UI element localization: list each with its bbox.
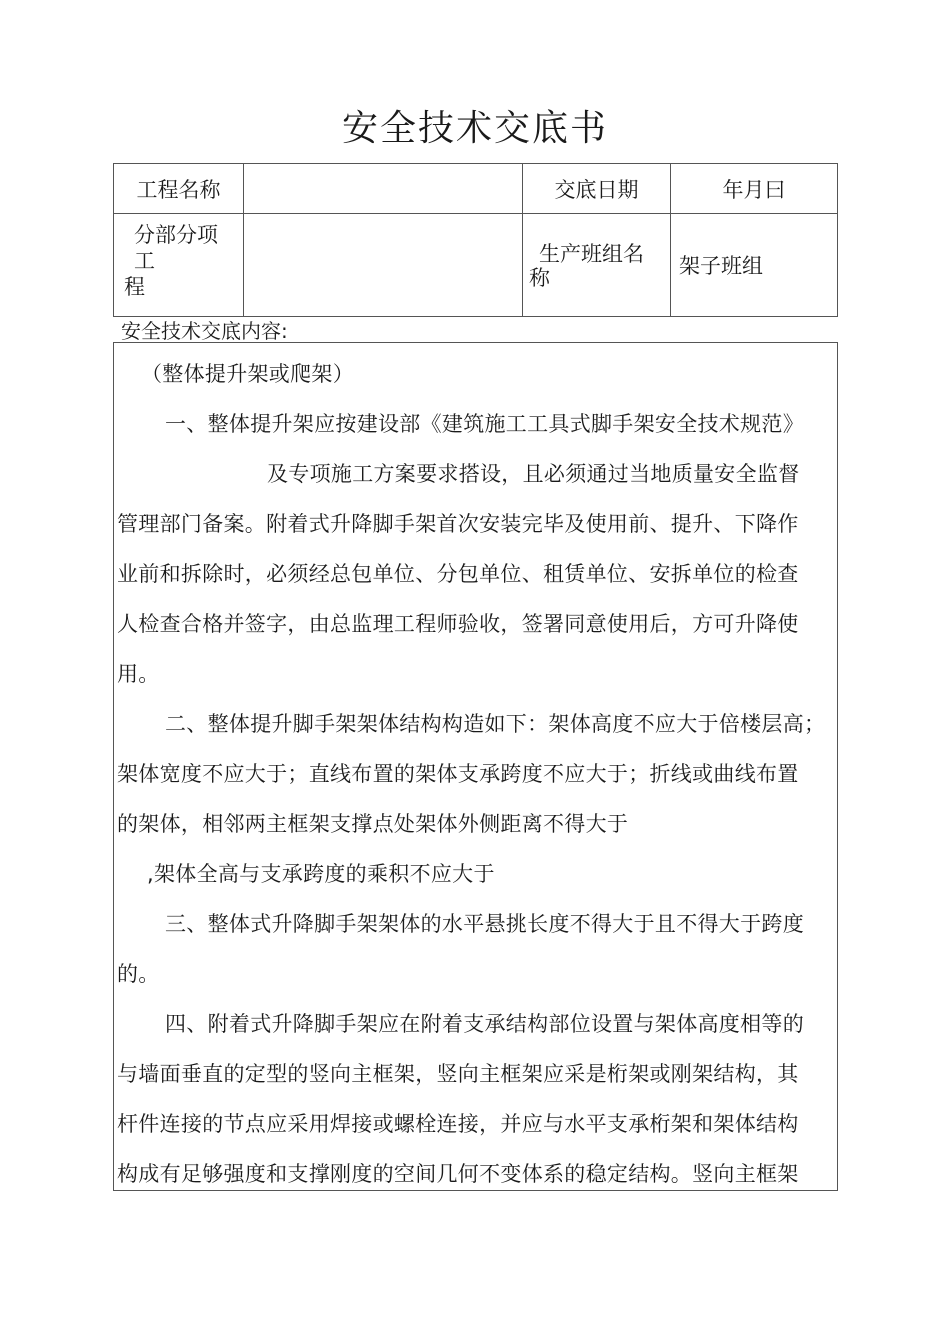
team-label-line1: 生产班组名 [539,242,644,266]
content-line: 业前和拆除时，必须经总包单位、分包单位、租赁单位、安拆单位的检查 [117,562,799,586]
content-line: ,架体全高与支承跨度的乘积不应大于 [147,862,495,886]
date-value: 年月曰 [671,164,838,214]
content-line: 与墙面垂直的定型的竖向主框架，竖向主框架应采是桁架或刚架结构，其 [117,1062,799,1086]
content-line: （整体提升架或爬架） [141,362,354,386]
content-line: 的架体，相邻两主框架支撑点处架体外侧距离不得大于 [117,812,629,836]
sub-project-label [114,214,244,317]
content-line: 用。 [117,662,160,686]
sub-project-label-line3 [124,316,237,317]
sub-project-label-line1: 分部分项工 [134,223,218,273]
content-line: 一、整体提升架应按建设部《建筑施工工具式脚手架安全技术规范》 [165,412,804,436]
content-label: 安全技术交底内容: [121,319,288,343]
project-name-value [244,164,523,214]
content-line: 及专项施工方案要求搭设，且必须通过当地质量安全监督 [267,462,800,486]
header-table [113,163,838,317]
document-title: 安全技术交底书 [341,108,608,149]
content-line: 三、整体式升降脚手架架体的水平悬挑长度不得大于且不得大于跨度 [165,912,804,936]
project-name-label: 工程名称 [114,164,244,214]
content-line: 的。 [117,962,160,986]
sub-project-label-line2: 程 [124,275,145,299]
content-line: 二、整体提升脚手架架体结构构造如下：架体高度不应大于倍楼层高； [165,712,826,736]
content-line: 杆件连接的节点应采用焊接或螺栓连接，并应与水平支承桁架和架体结构 [117,1112,799,1136]
sub-project-value [244,214,523,317]
header-row-2 [114,214,838,317]
header-row-1 [114,164,838,214]
team-value: 架子班组 [671,214,838,317]
content-line: 四、附着式升降脚手架应在附着支承结构部位设置与架体高度相等的 [165,1012,804,1036]
content-line: 架体宽度不应大于；直线布置的架体支承跨度不应大于；折线或曲线布置 [117,762,799,786]
content-line: 人检查合格并签字，由总监理工程师验收，签署同意使用后，方可升降使 [117,612,799,636]
team-label [523,214,671,317]
team-label-line2: 称 [529,266,550,290]
content-box [113,342,838,1191]
content-line: 构成有足够强度和支撑刚度的空间几何不变体系的稳定结构。竖向主框架 [117,1162,799,1186]
date-label: 交底日期 [523,164,671,214]
content-line: 管理部门备案。附着式升降脚手架首次安装完毕及使用前、提升、下降作 [117,512,799,536]
